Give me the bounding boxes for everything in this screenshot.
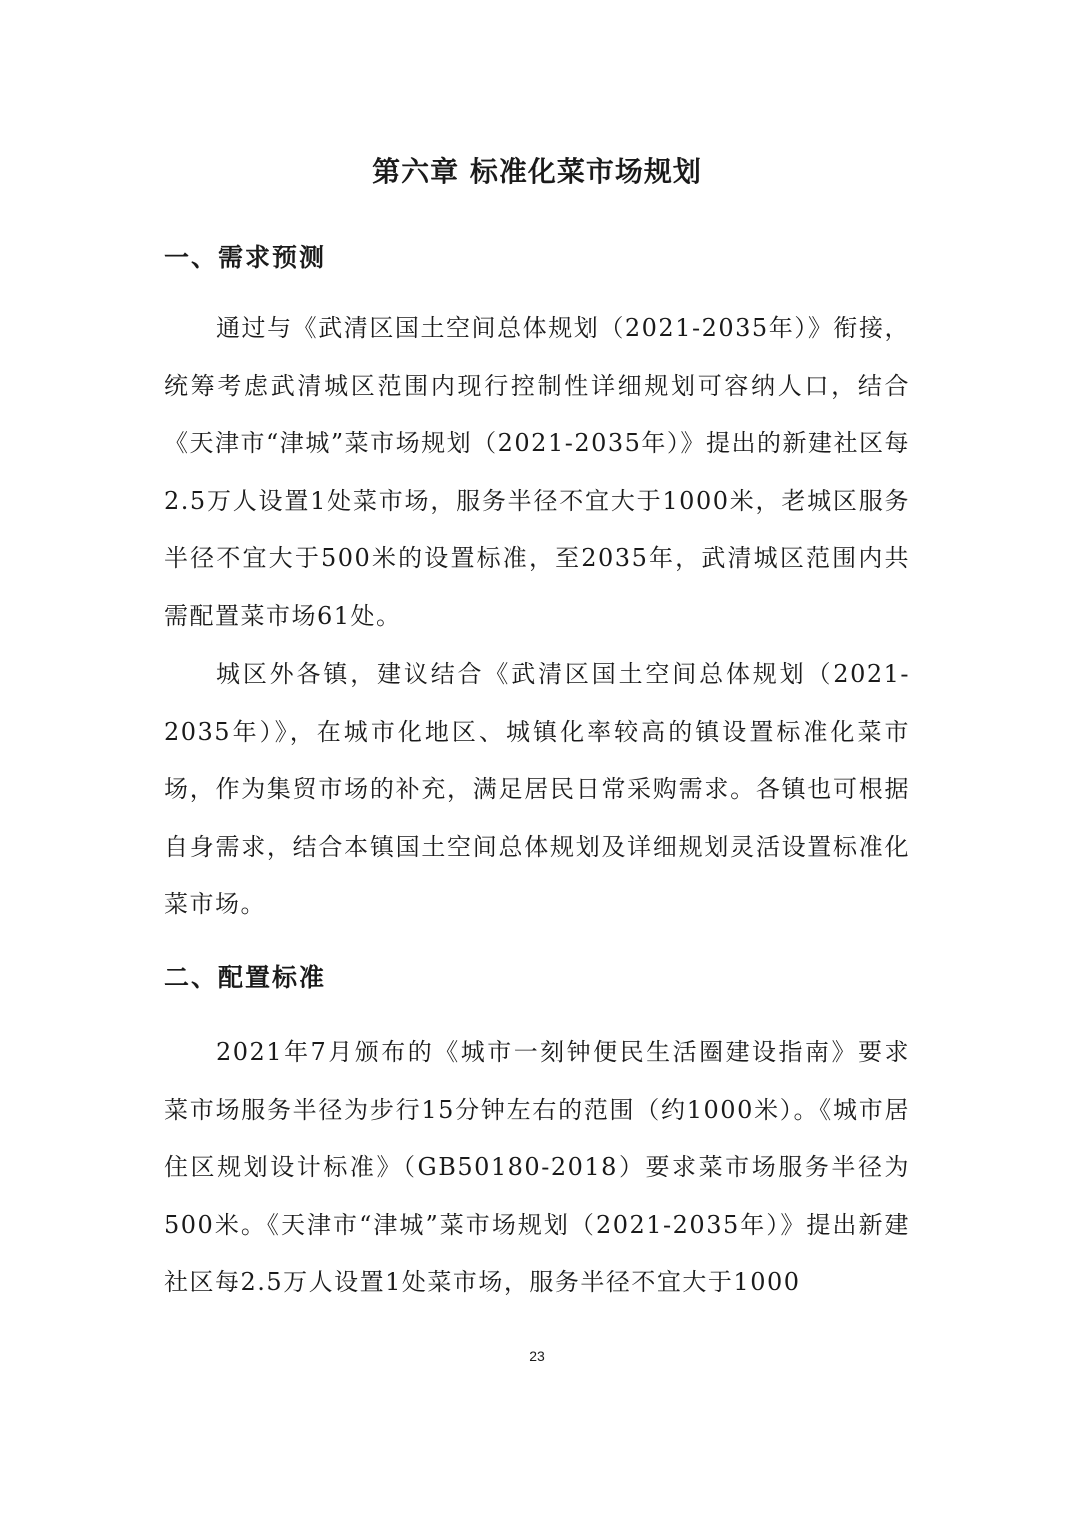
- chapter-title: 第六章 标准化菜市场规划: [372, 155, 702, 188]
- paragraph-demand-forecast-1: 通过与《武清区国土空间总体规划（2021-2035年）》衔接，统筹考虑武清城区范围内现行控制性详细规划可容纳人口，结合《天津市“津城”菜市场规划（2021-2035年）》提出的新建社区每2.5万人设置1处菜市场，服务半径不宜大于1000米，老城区服务半径不宜大于500米的设置标准，至2035年，武清城区范围内共需配置菜市场61处。: [164, 314, 910, 630]
- paragraph-configuration-standard-1: 2021年7月颁布的《城市一刻钟便民生活圈建设指南》要求菜市场服务半径为步行15分钟左右的范围（约1000米）。《城市居住区规划设计标准》（GB50180-2018）要求菜市场服务半径为500米。《天津市“津城”菜市场规划（2021-2035年）》提出新建社区每2.5万人设置1处菜市场，服务半径不宜大于1000: [164, 1038, 910, 1296]
- section-heading-configuration-standard: 二、配置标准: [164, 963, 327, 992]
- paragraph-demand-forecast-2: 城区外各镇，建议结合《武清区国土空间总体规划（2021-2035年）》，在城市化地区、城镇化率较高的镇设置标准化菜市场，作为集贸市场的补充，满足居民日常采购需求。各镇也可根据自身需求，结合本镇国土空间总体规划及详细规划灵活设置标准化菜市场。: [164, 660, 910, 918]
- page-number: 23: [529, 1348, 545, 1364]
- section-heading-demand-forecast: 一、需求预测: [164, 243, 327, 272]
